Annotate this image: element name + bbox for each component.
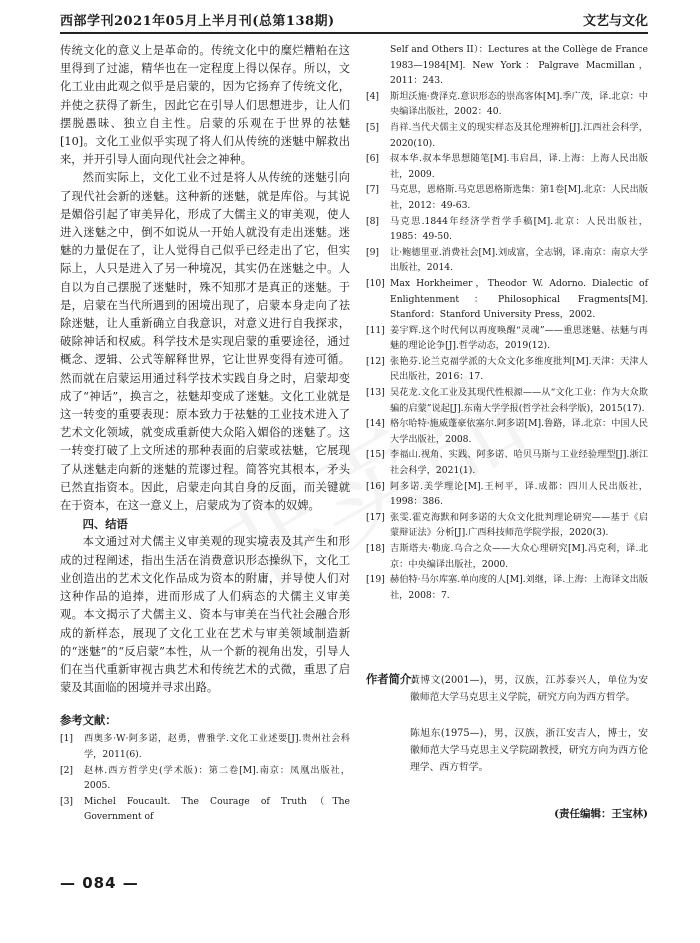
body-paragraph: 传统文化的意义上是革命的。传统文化中的糜烂糟粕在这里得到了过滤，精华也在一定程度上得以保存。所以，文化工业由此观之似乎是启蒙的，因为它扬弃了传统文化，并使之获得了新生，因此它在引导人们思想进步，让人们摆脱愚昧、独立自主性。启蒙的乐观在于世界的祛魅[10]。文化工业似乎实现了将人们从传统的迷魅中解救出来，并开引导人面向现代社会之神种。 <box>60 44 350 167</box>
reference-item: [9] 让·鲍德里亚.消费社会[M].刘成富，全志钢，译.南京：南京大学出版社，2014. <box>366 246 648 274</box>
reference-item: [14] 格尔哈特·施威蓬豪依塞尔.阿多诺[M].鲁路，译.北京：中国人民大学出版社，2008. <box>366 418 648 445</box>
reference-item: [19] 赫伯特·马尔库塞.单向度的人[M].刘继，译.上海：上海译文出版社，2008：7. <box>366 574 648 601</box>
body-paragraph: 然而实际上，文化工业不过是将人从传统的迷魅引向了现代社会新的迷魅。这种新的迷魅，就是库俗。与其说是媚俗引起了审美异化，形成了大儒主义的审美观，使人进入迷魅之中，倒不如说从一开始人就没有走出迷魅。迷魅的力量促在了，让人觉得自己似乎已经走出了它，但实际上，人只是进入了另一种境况，其实仍在迷魅之中。人自以为自己摆脱了迷魅时，殊不知那才是真正的迷魅。于是，启蒙在当代所遇到的困境出现了，启蒙本身走向了祛除迷魅，让人重新确立自我意识，对意义进行自我探求，破除神话和权威。科学技术是实现启蒙的重要途径，通过概念、逻辑、公式等解释世界，它让世界变得有迹可循。然而就在启蒙运用通过科学技术实践自身之时，启蒙却变成了“神话”，换言之，祛魅却变成了迷魅。文化工业就是这一转变的重要表现：原本致力于祛魅的工业技术进入了艺术文化领域，就变成重新使大众陷入媚俗的迷魅了。这一转变打破了上文所述的那种表面的启蒙或祛魅，它展现了从迷魅走向新的迷魅的荒谬过程。简答究其根本，矛头已然直指资本。因此，启蒙走向其自身的反面，而关键就在于资本，在这一意义上，启蒙成为了资本的奴婢。 <box>60 171 350 513</box>
reference-item: [6] 叔本华.叔本华思想随笔[M].韦启昌，译.上海：上海人民出版社，2009. <box>366 153 648 180</box>
reference-item: [13] 吴花龙.文化工业及其现代性根源——从“文化工业：作为大众欺骗的启蒙”说起[J].东南大学学报(哲学社会科学版)，2015(17). <box>366 387 648 414</box>
reference-list <box>60 731 350 825</box>
reference-item: [15] 李福山.视角、实践、阿多诺、哈贝马斯与工业经验理型[J].浙江社会科学，2021(1). <box>366 449 648 477</box>
reference-item: [11] 姜宇辉.这个时代何以再度唤醒“灵魂”——重思迷魅、祛魅与再魅的理论论争[J].哲学动态，2019(12). <box>366 324 648 352</box>
reference-item: [8] 马克思.1844年经济学哲学手稿[M].北京：人民出版社，1985：49-50. <box>366 215 648 243</box>
reference-item: [16] 阿多诺.美学理论[M].王柯平，译.成都：四川人民出版社，1998：386. <box>366 480 648 508</box>
journal-title: 西部学刊2021年05月上半月刊(总第138期) <box>60 14 335 29</box>
reference-item: [17] 张雯.霍克海默和阿多诺的大众文化批判理论研究——基于《启蒙辩证法》分析[J].广西科技师范学院学报，2020(3). <box>366 511 648 539</box>
reference-list <box>366 89 648 604</box>
right-column <box>366 42 648 603</box>
reference-item: [4] 斯坦沃施·费泽克.意识形态的崇高客体[M].季广茂，译.北京：中央编译出版社，2002：40. <box>366 90 648 118</box>
reference-continuation: Self and Others II）：Lectures at the Collège de France 1983—1984[M]. New York：Palgrave Macmillan，2011：243. <box>390 44 648 87</box>
author-info-label: 作者简介： <box>366 672 423 686</box>
author-bio: 陈旭东(1975—)，男，汉族，浙江安吉人，博士，安徽师范大学马克思主义学院副教授，研究方向为西方伦理学、西方哲学。 <box>410 728 648 773</box>
reference-item: [2] 赵林.西方哲学史(学术版)：第二卷[M].南京：凤凰出版社，2005. <box>60 764 350 792</box>
references-heading: 参考文献： <box>60 713 117 728</box>
reference-item: [12] 张艳芬.论兰克福学派的大众文化多维度批判[M].天津：天津人民出版社，2016：17. <box>366 355 648 383</box>
section-title: 文艺与文化 <box>582 14 648 29</box>
reference-item: [18] 吉斯塔夫·勒庞.乌合之众——大众心理研究[M].冯克利，译.北京：中央编译出版社，2000. <box>366 543 648 570</box>
left-column <box>60 42 350 825</box>
reference-item: [10] Max Horkheimer，Theodor W. Adorno. Dialectic of Enlightenment：Philosophical Fragments[M]. Stanford：Stanford University Press，2002. <box>366 277 648 321</box>
page-header <box>60 10 648 34</box>
reference-item: [7] 马克思，恩格斯.马克思恩格斯选集：第1卷[M].北京：人民出版社，2012：49-63. <box>366 184 648 211</box>
author-bio: 黄博文(2001—)，男，汉族，江苏泰兴人，单位为安徽师范大学马克思主义学院，研究方向为西方哲学。 <box>410 675 648 703</box>
reference-item: [5] 肖祥.当代犬儒主义的现实样态及其伦理辨析[J].江西社会科学，2020(10). <box>366 121 648 149</box>
body-paragraph: 本文通过对犬儒主义审美观的现实境表及其产生和形成的过程阐述，指出生活在消费意识形态操纵下，文化工业创造出的艺术文化作品成为资本的附庸，并导使人们对这种作品的追捧，进而形成了人们病态的犬儒主义审美观。本文揭示了犬儒主义、资本与审美在当代社会融合形成的新样态，展现了文化工业在艺术与审美领域制造新的“迷魅”的“反启蒙”本性，从一个新的视角出发，引导人们在当代重新审视古典艺术和传统艺术的式微，重思了启蒙及其面临的困境并寻求出路。 <box>60 535 350 695</box>
reference-item: [3] Michel Foucault. The Courage of Truth（The Government of <box>60 795 350 823</box>
responsible-editor: (责任编辑：王宝林) <box>554 808 648 820</box>
reference-item: [1] 西奥多·W·阿多诺，赵勇，曹雅学.文化工业述要[J].贵州社会科学，2011(6). <box>60 733 350 760</box>
section-heading: 四、结语 <box>82 517 128 532</box>
page-number: — 084 — <box>60 874 139 892</box>
